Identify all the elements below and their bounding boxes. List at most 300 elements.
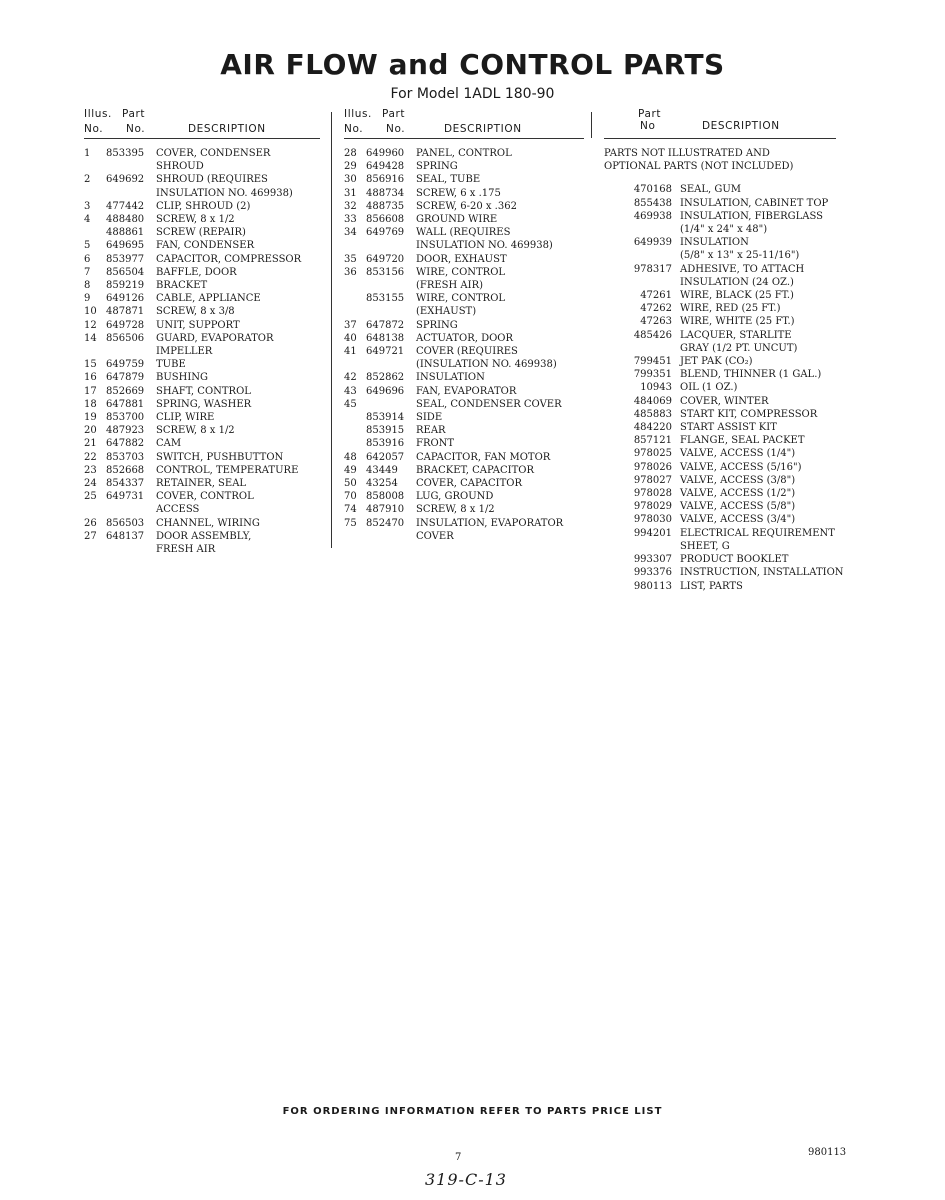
part-description: (EXHAUST) (416, 306, 477, 318)
parts-row (84, 543, 320, 556)
parts-row (604, 500, 854, 513)
part-number: 852470 (366, 517, 405, 529)
part-number: 648137 (106, 530, 145, 542)
page-title: AIR FLOW and CONTROL PARTS (220, 48, 725, 81)
part-number (366, 239, 416, 252)
parts-row (84, 147, 320, 160)
part-description: ACCESS (156, 504, 200, 516)
part-number: 649692 (106, 174, 145, 186)
parts-row (344, 200, 584, 213)
part-number (604, 342, 680, 355)
part-number: 853914 (366, 412, 405, 424)
part-number: 649769 (366, 227, 405, 239)
illus-number: 40 (344, 332, 357, 344)
illus-number (84, 345, 106, 358)
part-description: BRACKET (156, 280, 208, 292)
illus-no-label: No. (84, 123, 104, 135)
part-description: WIRE, CONTROL (416, 293, 506, 305)
ordering-note: FOR ORDERING INFORMATION REFER TO PARTS PRICE LIST (282, 1106, 663, 1117)
column-header (344, 104, 584, 139)
part-number: 648138 (366, 332, 405, 344)
parts-row (604, 223, 854, 236)
parts-row (604, 566, 854, 579)
part-description: DOOR, EXHAUST (416, 253, 507, 265)
part-description: GUARD, EVAPORATOR (156, 332, 274, 344)
part-number: 856916 (366, 174, 405, 186)
parts-row (84, 187, 320, 200)
part-description: JET PAK (CO₂) (680, 356, 753, 368)
part-description: FAN, CONDENSER (156, 240, 255, 252)
part-number: 487871 (106, 306, 145, 318)
parts-row (84, 239, 320, 252)
illus-number (344, 305, 366, 318)
part-number: 858008 (366, 491, 405, 503)
illus-label: Illus. (84, 108, 112, 120)
part-number: 487910 (366, 504, 405, 516)
parts-row (344, 239, 584, 252)
part-description: ACTUATOR, DOOR (416, 332, 514, 344)
parts-row (344, 385, 584, 398)
part-number: 488735 (366, 200, 405, 212)
parts-column-2 (344, 104, 584, 543)
illus-number: 50 (344, 478, 357, 490)
part-description: VALVE, ACCESS (5/8") (680, 501, 796, 513)
part-description: CONTROL, TEMPERATURE (156, 464, 299, 476)
parts-row (604, 289, 854, 302)
part-description: INSULATION, EVAPORATOR (416, 517, 564, 529)
document-number: 980113 (808, 1147, 847, 1158)
illus-number: 3 (84, 200, 91, 212)
parts-row (604, 276, 854, 289)
illus-number: 14 (84, 332, 97, 344)
part-number: 856608 (366, 214, 405, 226)
parts-row (604, 329, 854, 342)
illus-number: 49 (344, 464, 357, 476)
part-number: 853155 (366, 293, 405, 305)
part-description: SEAL, CONDENSER COVER (416, 398, 562, 410)
part-description: (FRESH AIR) (416, 280, 484, 292)
part-number (106, 187, 156, 200)
parts-row (604, 461, 854, 474)
parts-list (604, 183, 854, 592)
parts-row (84, 503, 320, 516)
parts-row (604, 421, 854, 434)
illus-number: 4 (84, 214, 91, 226)
part-number: 488480 (106, 214, 145, 226)
parts-row (344, 279, 584, 292)
part-number: 47263 (640, 316, 672, 328)
part-number: 857121 (633, 435, 672, 447)
part-number: 799351 (633, 369, 672, 381)
parts-row (344, 371, 584, 384)
part-description: SCREW, 8 x 1/2 (156, 425, 235, 437)
part-description: FLANGE, SEAL PACKET (680, 435, 805, 447)
part-description: SHROUD (156, 161, 204, 173)
parts-row (84, 411, 320, 424)
part-number: 854337 (106, 478, 145, 490)
part-description: INSULATION NO. 469938) (156, 187, 293, 199)
part-description: SCREW, 8 x 1/2 (156, 214, 235, 226)
part-description: INSTRUCTION, INSTALLATION (680, 567, 844, 579)
part-description: SEAL, GUM (680, 184, 742, 196)
parts-row (604, 210, 854, 223)
parts-row (84, 464, 320, 477)
part-description: CAM (156, 438, 182, 450)
part-description: COVER, CONTROL (156, 491, 254, 503)
parts-row (84, 345, 320, 358)
part-number: 469938 (633, 210, 672, 222)
part-number: 852862 (366, 372, 405, 384)
part-number: 485883 (633, 408, 672, 420)
part-description: SCREW (REPAIR) (156, 227, 246, 239)
not-illustrated-note (604, 147, 854, 173)
illus-number (84, 543, 106, 556)
illus-number: 1 (84, 148, 91, 159)
part-description: GROUND WIRE (416, 214, 498, 226)
parts-row (84, 332, 320, 345)
illus-number: 34 (344, 227, 357, 239)
parts-row (84, 160, 320, 173)
part-description: CABLE, APPLIANCE (156, 293, 261, 305)
part-number: 649960 (366, 148, 405, 159)
part-description: SPRING (416, 319, 458, 331)
parts-row (344, 226, 584, 239)
parts-row (344, 345, 584, 358)
part-description: WIRE, CONTROL (416, 266, 506, 278)
part-description: START ASSIST KIT (680, 422, 777, 434)
parts-row (344, 530, 584, 543)
illus-number: 36 (344, 266, 357, 278)
description-label: DESCRIPTION (444, 123, 522, 135)
parts-column-1 (84, 104, 320, 556)
part-description: FAN, EVAPORATOR (416, 385, 517, 397)
part-label: Part (382, 108, 406, 120)
parts-row (84, 253, 320, 266)
parts-row (604, 368, 854, 381)
part-description: VALVE, ACCESS (3/8") (680, 474, 796, 486)
part-number: 477442 (106, 200, 145, 212)
part-description: SCREW, 6 x .175 (416, 187, 501, 199)
parts-row (84, 451, 320, 464)
parts-row (84, 530, 320, 543)
parts-row (344, 147, 584, 160)
part-number: 978027 (633, 474, 672, 486)
part-number: 649721 (366, 346, 405, 358)
part-description: SCREW, 8 x 1/2 (416, 504, 495, 516)
part-description: COVER, CAPACITOR (416, 478, 522, 490)
illus-number: 41 (344, 346, 357, 358)
parts-row (344, 517, 584, 530)
illus-number (344, 530, 366, 543)
parts-row (344, 332, 584, 345)
part-description: INSULATION (416, 372, 485, 384)
part-number: 488734 (366, 187, 405, 199)
part-number: 484220 (633, 422, 672, 434)
part-description: WIRE, RED (25 FT.) (680, 303, 781, 315)
parts-row (604, 540, 854, 553)
illus-number: 18 (84, 398, 97, 410)
illus-number: 35 (344, 253, 357, 265)
parts-row (604, 513, 854, 526)
parts-row (344, 503, 584, 516)
parts-row (604, 527, 854, 540)
parts-row (344, 490, 584, 503)
illus-number: 8 (84, 280, 91, 292)
part-number: 484069 (633, 395, 672, 407)
part-number: 978317 (633, 263, 672, 275)
part-number: 994201 (633, 527, 672, 539)
illus-number: 31 (344, 187, 357, 199)
part-number: 485426 (633, 329, 672, 341)
parts-row (604, 381, 854, 394)
part-description: COVER (REQUIRES (416, 346, 518, 358)
illus-number: 24 (84, 478, 97, 490)
part-description: BAFFLE, DOOR (156, 266, 237, 278)
part-no-label: No (640, 120, 656, 132)
illus-number: 32 (344, 200, 357, 212)
illus-number: 17 (84, 385, 97, 397)
part-number: 853700 (106, 412, 145, 424)
illus-number: 42 (344, 372, 357, 384)
parts-row (344, 213, 584, 226)
part-number: 470168 (633, 184, 672, 196)
part-number: 647882 (106, 438, 145, 450)
parts-row (84, 437, 320, 450)
part-number: 978025 (633, 448, 672, 460)
part-number (106, 503, 156, 516)
part-description: VALVE, ACCESS (1/4") (680, 448, 796, 460)
part-description: WIRE, BLACK (25 FT.) (680, 290, 794, 302)
part-description: TUBE (156, 359, 186, 371)
part-description: BUSHING (156, 372, 209, 384)
model-subtitle: For Model 1ADL 180-90 (390, 86, 555, 102)
illus-number (344, 239, 366, 252)
parts-row (604, 395, 854, 408)
illus-number: 16 (84, 372, 97, 384)
part-description: VALVE, ACCESS (5/16") (680, 461, 802, 473)
illus-number (344, 411, 366, 424)
parts-row (344, 160, 584, 173)
part-number: 853156 (366, 266, 405, 278)
parts-row (84, 477, 320, 490)
parts-row (344, 319, 584, 332)
parts-row (604, 249, 854, 262)
parts-row (604, 447, 854, 460)
part-number: 852669 (106, 385, 145, 397)
part-description: CAPACITOR, COMPRESSOR (156, 253, 302, 265)
part-number: 649695 (106, 240, 145, 252)
parts-row (344, 253, 584, 266)
parts-row (604, 302, 854, 315)
part-description: INSULATION (24 OZ.) (680, 276, 794, 288)
part-description: COVER, WINTER (680, 395, 769, 407)
parts-row (604, 315, 854, 328)
parts-row (344, 477, 584, 490)
parts-row (344, 464, 584, 477)
part-number (604, 223, 680, 236)
part-number: 978026 (633, 461, 672, 473)
part-number: 647879 (106, 372, 145, 384)
illus-number: 19 (84, 412, 97, 424)
part-description: SHEET, G (680, 540, 730, 552)
part-description: SPRING (416, 161, 458, 173)
illus-number: 27 (84, 530, 97, 542)
part-number: 647881 (106, 398, 145, 410)
part-description: WIRE, WHITE (25 FT.) (680, 316, 795, 328)
part-description: LACQUER, STARLITE (680, 329, 792, 341)
part-number: 649759 (106, 359, 145, 371)
page-number: 7 (455, 1152, 462, 1163)
parts-row (84, 424, 320, 437)
part-number: 649728 (106, 319, 145, 331)
illus-number: 43 (344, 385, 357, 397)
part-number (366, 358, 416, 371)
part-description: BRACKET, CAPACITOR (416, 464, 534, 476)
illus-number (84, 226, 106, 239)
illus-number: 29 (344, 161, 357, 173)
illus-number: 20 (84, 425, 97, 437)
part-number: 799451 (633, 356, 672, 368)
part-description: UNIT, SUPPORT (156, 319, 240, 331)
illus-number (344, 424, 366, 437)
parts-row (604, 263, 854, 276)
illus-number: 23 (84, 464, 97, 476)
column-divider (331, 112, 332, 548)
part-number: 856506 (106, 332, 145, 344)
illus-number (84, 187, 106, 200)
part-number: 855438 (633, 197, 672, 209)
part-description: DOOR ASSEMBLY, (156, 530, 252, 542)
part-number: 43254 (366, 478, 398, 490)
parts-row (84, 292, 320, 305)
description-label: DESCRIPTION (702, 120, 780, 132)
parts-row (84, 490, 320, 503)
illus-number: 21 (84, 438, 97, 450)
part-description: RETAINER, SEAL (156, 478, 247, 490)
part-description: GRAY (1/2 PT. UNCUT) (680, 342, 798, 354)
illus-number: 48 (344, 451, 357, 463)
illus-number: 45 (344, 398, 357, 410)
parts-row (344, 305, 584, 318)
part-description: ELECTRICAL REQUIREMENT (680, 527, 835, 539)
illus-number: 10 (84, 306, 97, 318)
part-number (604, 540, 680, 553)
parts-row (344, 187, 584, 200)
parts-row (604, 474, 854, 487)
part-number (106, 160, 156, 173)
illus-number: 12 (84, 319, 97, 331)
part-number (366, 398, 416, 411)
part-description: COVER (416, 530, 454, 542)
part-number: 980113 (633, 580, 672, 592)
part-description: LIST, PARTS (680, 580, 743, 592)
part-number: 993307 (633, 554, 672, 566)
parts-row (604, 197, 854, 210)
illus-number: 75 (344, 517, 357, 529)
part-no-label: No. (386, 123, 406, 135)
parts-row (344, 292, 584, 305)
part-description: SCREW, 8 x 3/8 (156, 306, 235, 318)
illus-number (84, 503, 106, 516)
illus-no-label: No. (344, 123, 364, 135)
parts-row (344, 411, 584, 424)
parts-row (84, 517, 320, 530)
part-description: (1/4" x 24" x 48") (680, 224, 768, 236)
illus-number: 74 (344, 504, 357, 516)
illus-label: Illus. (344, 108, 372, 120)
parts-row (344, 424, 584, 437)
parts-row (84, 173, 320, 186)
illus-number: 6 (84, 253, 91, 265)
part-description: SIDE (416, 412, 443, 424)
part-number: 488861 (106, 227, 145, 239)
parts-row (604, 342, 854, 355)
part-description: PRODUCT BOOKLET (680, 554, 789, 566)
parts-row (344, 437, 584, 450)
parts-row (344, 173, 584, 186)
illus-number: 5 (84, 240, 91, 252)
part-description: FRESH AIR (156, 544, 216, 556)
parts-row (84, 213, 320, 226)
parts-column-3 (604, 104, 854, 593)
part-label: Part (638, 108, 662, 120)
part-number: 487923 (106, 425, 145, 437)
part-description: VALVE, ACCESS (1/2") (680, 488, 796, 500)
part-number: 978029 (633, 501, 672, 513)
part-number: 649720 (366, 253, 405, 265)
part-number: 853977 (106, 253, 145, 265)
parts-row (344, 398, 584, 411)
part-number: 43449 (366, 464, 398, 476)
part-description: BLEND, THINNER (1 GAL.) (680, 369, 822, 381)
illus-number: 9 (84, 293, 91, 305)
part-description: SEAL, TUBE (416, 174, 481, 186)
part-number: 852668 (106, 464, 145, 476)
parts-row (84, 319, 320, 332)
part-number (604, 249, 680, 262)
part-description: IMPELLER (156, 346, 213, 358)
parts-list (344, 147, 584, 543)
part-description: INSULATION (680, 237, 749, 249)
part-number: 859219 (106, 280, 145, 292)
parts-row (84, 398, 320, 411)
illus-number: 15 (84, 359, 97, 371)
parts-row (84, 279, 320, 292)
parts-row (84, 371, 320, 384)
illus-number: 26 (84, 517, 97, 529)
parts-row (604, 355, 854, 368)
part-number: 47262 (640, 303, 672, 315)
part-description: SPRING, WASHER (156, 398, 252, 410)
part-number (106, 543, 156, 556)
part-number: 856503 (106, 517, 145, 529)
parts-row (604, 553, 854, 566)
part-description: START KIT, COMPRESSOR (680, 408, 818, 420)
illus-number (84, 160, 106, 173)
part-description: CLIP, SHROUD (2) (156, 200, 251, 212)
illus-number: 2 (84, 174, 91, 186)
part-description: SCREW, 6-20 x .362 (416, 200, 517, 212)
illus-number: 37 (344, 319, 357, 331)
note-line: OPTIONAL PARTS (NOT INCLUDED) (604, 161, 794, 173)
parts-row (604, 434, 854, 447)
note-line: PARTS NOT ILLUSTRATED AND (604, 148, 770, 159)
part-number: 647872 (366, 319, 405, 331)
illus-number: 25 (84, 491, 97, 503)
parts-row (84, 305, 320, 318)
part-number: 853395 (106, 148, 145, 159)
part-number: 853916 (366, 438, 405, 450)
